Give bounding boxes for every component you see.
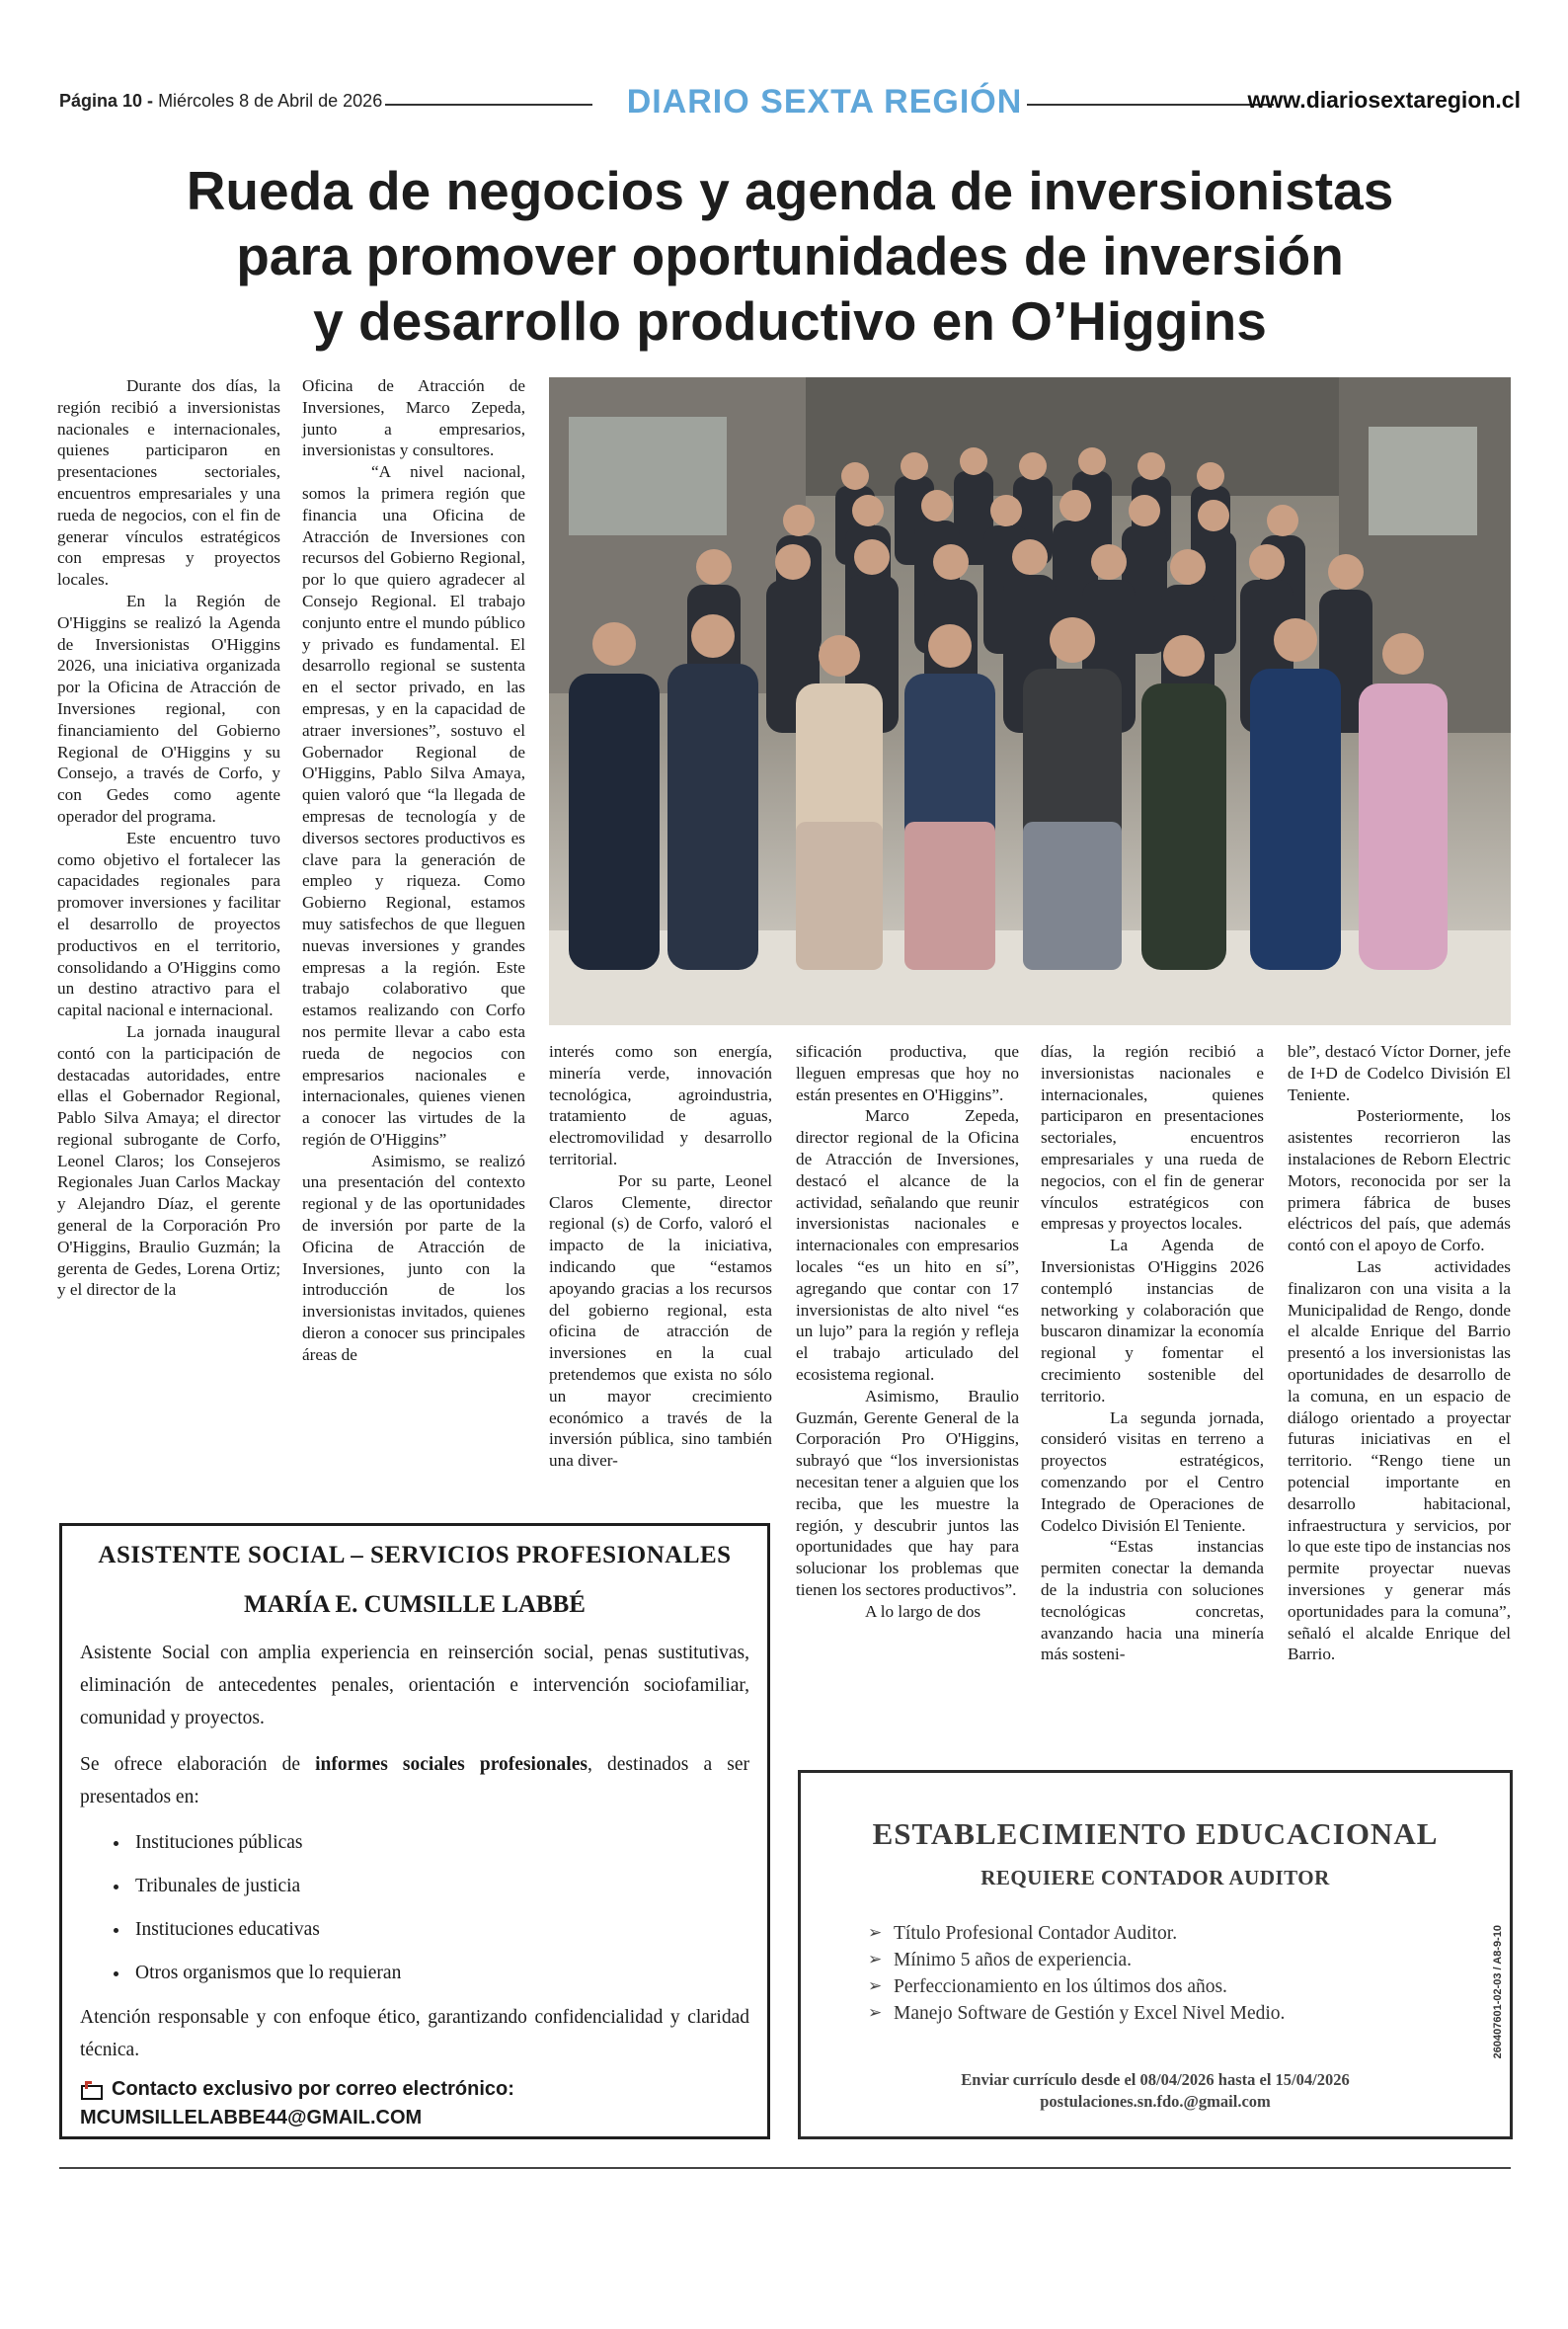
paragraph: En la Región de O'Higgins se realizó la Agenda de Inversionistas O'Higgins 2026, una iniciativa organizada por la Oficina de Atracción de Inversiones regional, con financiamiento del Gobierno Regional de O'Higgins y su Consejo, a través de Corfo, y con Gedes como agente operador del programa. bbox=[57, 591, 280, 826]
group-photo bbox=[549, 377, 1511, 1025]
ad-subtitle: REQUIERE CONTADOR AUDITOR bbox=[980, 1866, 1330, 1889]
offer-bold: informes sociales profesionales bbox=[315, 1754, 588, 1775]
article-column-1 bbox=[57, 375, 280, 1301]
list-item: ➢ Manejo Software de Gestión y Excel Nivel Medio. bbox=[868, 2000, 1510, 2027]
paragraph: La segunda jornada, consideró visitas en terreno a proyectos estratégicos, comenzando por el Centro Integrado de Operaciones de Codelco División El Teniente. bbox=[1041, 1407, 1264, 1535]
list-item: Instituciones públicas bbox=[80, 1821, 749, 1865]
page-number: Página 10 - bbox=[59, 91, 154, 111]
list-item: Instituciones educativas bbox=[80, 1908, 749, 1952]
ad-title: ESTABLECIMIENTO EDUCACIONAL bbox=[872, 1816, 1439, 1851]
social-worker-ad bbox=[59, 1523, 770, 2139]
contact-email[interactable]: MCUMSILLELABBE44@GMAIL.COM bbox=[80, 2107, 423, 2128]
ad-closing: Atención responsable y con enfoque ético, garantizando confidencialidad y claridad técnica. bbox=[80, 2007, 749, 2060]
list-item: ➢ Título Profesional Contador Auditor. bbox=[868, 1920, 1510, 1947]
paragraph: Posteriormente, los asistentes recorrieron las instalaciones de Reborn Electric Motors, reconocida por ser la primera fábrica de buses eléctricos del país, que además contó con el apoyo de Corfo. bbox=[1288, 1106, 1511, 1255]
page-info bbox=[59, 91, 382, 112]
paragraph: interés como son energía, minería verde, innovación tecnológica, agroindustria, tratamiento de aguas, electromovilidad y desarrollo territorial. bbox=[549, 1042, 772, 1168]
ad-name: MARÍA E. CUMSILLE LABBÉ bbox=[244, 1591, 586, 1618]
paragraph: Las actividades finalizaron con una visita a la Municipalidad de Rengo, donde el alcalde Enrique del Barrio presentó a los inversionistas las oportunidades de desarrollo de la comuna, en un espacio de diálogo orientado a proyectar futuras iniciativas en el territorio. “Rengo tiene un potencial importante en desarrollo habitacional, infraestructura y servicios, por lo que este tipo de instancias nos permite proyectar nuevas inversiones y generar más oportunidades para la comuna”, señaló el alcalde Enrique del Barrio. bbox=[1288, 1256, 1511, 1664]
paragraph: Asimismo, Braulio Guzmán, Gerente General de la Corporación Pro O'Higgins, subrayó que “los inversionistas necesitan tener a alguien que los reciba, que les muestre la región, y descubrir juntos las oportunidades que hay para solucionar los problemas que tienen los sectores productivos”. bbox=[796, 1386, 1019, 1599]
mailbox-icon bbox=[80, 2080, 104, 2100]
bottom-divider bbox=[59, 2167, 1511, 2169]
header-rule-right bbox=[1027, 104, 1274, 106]
ad-list bbox=[80, 1821, 749, 1995]
website-link[interactable]: www.diariosextaregion.cl bbox=[1247, 87, 1521, 113]
list-item: Otros organismos que lo requieran bbox=[80, 1952, 749, 1995]
contact-label: Contacto exclusivo por correo electrónico: bbox=[112, 2078, 514, 2100]
article-column-5 bbox=[1041, 1041, 1264, 1665]
paragraph: días, la región recibió a inversionistas nacionales e internacionales, quienes participaron en presentaciones sectoriales, encuentros empresariales y una rueda de negocios, con el fin de generar vínculos estratégicos con empresas y proyectos locales. bbox=[1041, 1042, 1264, 1234]
paragraph: ble”, destacó Víctor Dorner, jefe de I+D de Codelco División El Teniente. bbox=[1288, 1042, 1511, 1104]
article-column-3 bbox=[549, 1041, 772, 1472]
paragraph: Este encuentro tuvo como objetivo el fortalecer las capacidades regionales para promover inversiones y facilitar el desarrollo de proyectos productivos en el territorio, consolidando a O'Higgins como un destino atractivo para el capital nacional e internacional. bbox=[57, 828, 280, 1020]
headline-line-3: y desarrollo productivo en O’Higgins bbox=[313, 290, 1267, 352]
offer-post: , destinados a ser presentados en: bbox=[80, 1754, 749, 1807]
page-header bbox=[59, 83, 1521, 128]
contact-line bbox=[80, 2078, 749, 2101]
article-column-2 bbox=[302, 375, 525, 1366]
list-item: ➢ Mínimo 5 años de experiencia. bbox=[868, 1947, 1510, 1973]
offer-pre: Se ofrece elaboración de bbox=[80, 1754, 316, 1775]
paragraph: “Estas instancias permiten conectar la demanda de la industria con soluciones tecnológicas concretas, avanzando hacia una minería más sosteni- bbox=[1041, 1537, 1264, 1664]
paragraph: Marco Zepeda, director regional de la Oficina de Atracción de Inversiones, destacó el alcance de la actividad, señalando que reunir inversionistas nacionales e internacionales con empresarios locales “es un hito en sí”, agregando que contar con 17 inversionistas de alto nivel “es un lujo” para la región y refleja el trabajo articulado del ecosistema regional. bbox=[796, 1106, 1019, 1384]
article-column-4 bbox=[796, 1041, 1019, 1623]
send-instructions: Enviar currículo desde el 08/04/2026 hasta el 15/04/2026 bbox=[961, 2070, 1350, 2089]
paragraph: Oficina de Atracción de Inversiones, Marco Zepeda, junto a empresarios, inversionistas y consultores. bbox=[302, 376, 525, 460]
article-column-6 bbox=[1288, 1041, 1511, 1665]
paragraph: Por su parte, Leonel Claros Clemente, director regional (s) de Corfo, valoró el impacto de la iniciativa, indicando que “estamos apoyando gracias a los recursos del gobierno regional, esta oficina de atracción de inversiones en la cual pretendemos que exista no sólo un mayor crecimiento económico a través de la inversión pública, sino también una diver- bbox=[549, 1170, 772, 1471]
application-email[interactable]: postulaciones.sn.fdo.@gmail.com bbox=[1040, 2092, 1271, 2111]
masthead: DIARIO SEXTA REGIÓN bbox=[626, 83, 1023, 120]
ad-intro: Asistente Social con amplia experiencia en reinserción social, penas sustitutivas, eliminación de antecedentes penales, orientación e intervención sociofamiliar, comunidad y proyectos. bbox=[80, 1643, 749, 1728]
article-headline bbox=[59, 158, 1521, 354]
list-item: Tribunales de justicia bbox=[80, 1865, 749, 1908]
page-date: Miércoles 8 de Abril de 2026 bbox=[158, 91, 383, 111]
header-rule-left bbox=[385, 104, 592, 106]
headline-line-1: Rueda de negocios y agenda de inversionistas bbox=[186, 160, 1394, 221]
headline-line-2: para promover oportunidades de inversión bbox=[236, 225, 1344, 286]
ad-code: 260407601-02-03 / A8-9-10 bbox=[1492, 1925, 1504, 2059]
paragraph: Asimismo, se realizó una presentación del contexto regional y de las oportunidades de inversión por parte de la Oficina de Atracción de Inversiones, junto con la introducción de los inversionistas invitados, quienes dieron a conocer sus principales áreas de bbox=[302, 1151, 525, 1364]
list-item: ➢ Perfeccionamiento en los últimos dos años. bbox=[868, 1973, 1510, 2000]
paragraph: A lo largo de dos bbox=[865, 1601, 981, 1621]
requirements-list bbox=[868, 1920, 1510, 2027]
ad-title: ASISTENTE SOCIAL – SERVICIOS PROFESIONALES bbox=[98, 1542, 732, 1568]
paragraph: La jornada inaugural contó con la participación de destacadas autoridades, entre ellas el Gobernador Regional, Pablo Silva Amaya; el director regional subrogante de Corfo, Leonel Claros; los Consejeros Regionales Juan Carlos Mackay y Alejandro Díaz, el gerente general de la Corporación Pro O'Higgins, Braulio Guzmán; la gerenta de Gedes, Lorena Ortiz; y el director de la bbox=[57, 1021, 280, 1300]
paragraph: La Agenda de Inversionistas O'Higgins 2026 contempló instancias de networking y colaboración que buscaron dinamizar la economía regional y fomentar el crecimiento sostenible del territorio. bbox=[1041, 1236, 1264, 1405]
school-job-ad bbox=[798, 1770, 1513, 2139]
paragraph: “A nivel nacional, somos la primera región que financia una Oficina de Atracción de Inversiones con recursos del Gobierno Regional, por lo que quiero agradecer al Consejo Regional. El trabajo conjunto entre el mundo público y privado es fundamental. El desarrollo regional se sustenta en el sector privado, en las empresas, y en la capacidad de atraer inversiones”, sostuvo el Gobernador Regional de O'Higgins, Pablo Silva Amaya, quien valoró que “la llegada de empresas de tecnología y de diversos sectores productivos es clave para la generación de empleo y riqueza. Como Gobierno Regional, estamos muy satisfechos de que lleguen nuevas inversiones y grandes empresas a la región. Este trabajo colaborativo que estamos realizando con Corfo nos permite llevar a cabo esta rueda de negocios con empresarios nacionales e internacionales, quienes vienen a conocer las virtudes de la región de O'Higgins” bbox=[302, 462, 525, 1149]
paragraph: sificación productiva, que lleguen empresas que hoy no están presentes en O'Higgins”. bbox=[796, 1042, 1019, 1104]
ad-offer bbox=[80, 1748, 749, 1813]
group-photo-illustration bbox=[549, 377, 1511, 1025]
paragraph: Durante dos días, la región recibió a inversionistas nacionales e internacionales, quienes participaron en presentaciones sectoriales, encuentros empresariales y una rueda de negocios, con el fin de generar vínculos estratégicos con empresas y proyectos locales. bbox=[57, 376, 280, 590]
